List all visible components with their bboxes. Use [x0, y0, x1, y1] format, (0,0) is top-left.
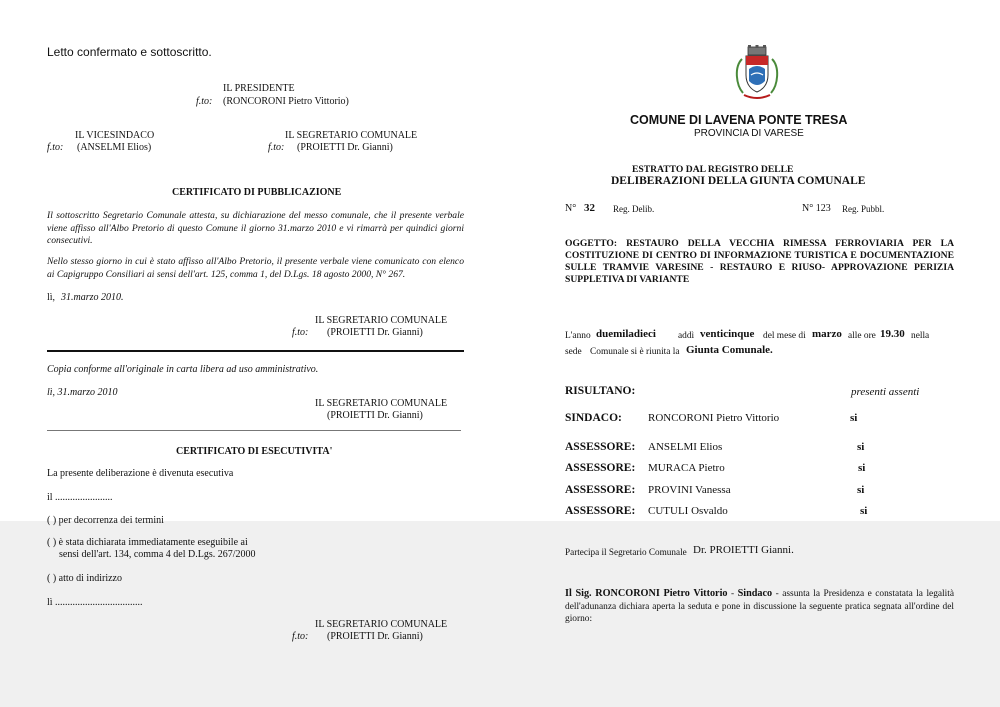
sede-label: sede [565, 347, 582, 357]
pub-heading: CERTIFICATO DI PUBBLICAZIONE [172, 187, 342, 198]
pub-sig-fto: f.to: [292, 327, 309, 338]
reg-pubbl-label: Reg. Pubbl. [842, 204, 885, 214]
delib-number-label: N° [565, 203, 577, 214]
member-name: ANSELMI Elios [648, 441, 723, 453]
anno-month: marzo [812, 328, 842, 340]
pub-date: 31.marzo 2010. [61, 292, 124, 303]
vicesindaco-title: IL VICESINDACO [75, 130, 155, 141]
segretario-fto: f.to: [268, 142, 285, 153]
pub-date-prefix: lì, [47, 292, 56, 303]
esec-intro: La presente deliberazione è divenuta esecutiva [47, 468, 234, 479]
partecipa-text: Partecipa il Segretario Comunale [565, 547, 687, 557]
esec-heading: CERTIFICATO DI ESECUTIVITA' [176, 446, 333, 457]
anno-day: venticinque [700, 328, 755, 340]
anno-label: L'anno [565, 331, 591, 341]
member-role: ASSESSORE: [565, 462, 636, 474]
esec-option-decorrenza: ( ) per decorrenza dei termini [47, 515, 164, 526]
closing-dash: - [775, 589, 779, 599]
pub-sig-name: (PROIETTI Dr. Gianni) [327, 327, 423, 338]
esec-li-line: lì ................................... [47, 597, 143, 608]
giunta-label: Giunta Comunale. [686, 344, 773, 356]
copia-text: Copia conforme all'originale in carta libera ad uso amministrativo. [47, 364, 319, 375]
pub-paragraph-1: Il sottoscritto Segretario Comunale attesta, su dichiarazione del messo comunale, che il presente verbale viene affisso all'Albo Pretorio di questo Comune il giorno 31.marzo 2010 e vi rimarrà per quindici giorni consecutivi. [47, 210, 464, 246]
oggetto-text: OGGETTO: RESTAURO DELLA VECCHIA RIMESSA FERROVIARIA PER LA COSTITUZIONE DI CENTRO DI INFORMAZIONE TURISTICA E DOCUMENTAZIONE SULLE TRAMVIE VARESINE - RESTAURO E RIUSO- APPROVAZIONE PERIZIA SUPPLETIVA DI VARIANTE [565, 238, 954, 285]
member-name: PROVINI Vanessa [648, 484, 731, 496]
esec-sig-name: (PROIETTI Dr. Gianni) [327, 631, 423, 642]
esec-il-line: il ....................... [47, 492, 113, 503]
copia-sig-name: (PROIETTI Dr. Gianni) [327, 410, 423, 421]
member-presence: si [857, 484, 865, 496]
member-presence: si [858, 462, 866, 474]
pub-paragraph-2: Nello stesso giorno in cui è stato affisso all'Albo Pretorio, il presente verbale viene comunicato con elenco ai Capigruppo Consiliari ai sensi dell'art. 125, comma 1, del D.Lgs. 18 agosto 2000, N° 267. [47, 256, 464, 280]
nella-label: nella [911, 331, 930, 341]
delib-number: 32 [584, 202, 595, 214]
confirm-text: Letto confermato e sottoscritto. [47, 45, 212, 59]
segretario-title: IL SEGRETARIO COMUNALE [285, 130, 418, 141]
reg-delib-label: Reg. Delib. [613, 204, 655, 214]
member-presence: si [857, 441, 865, 453]
addi-label: addì [678, 331, 695, 341]
esec-sig-title: IL SEGRETARIO COMUNALE [315, 619, 448, 630]
closing-paragraph [565, 588, 954, 626]
member-role: ASSESSORE: [565, 505, 636, 517]
copia-sig-title: IL SEGRETARIO COMUNALE [315, 398, 448, 409]
member-presence: si [850, 412, 858, 424]
president-name: (RONCORONI Pietro Vittorio) [223, 96, 349, 107]
partecipa-name: Dr. PROIETTI Gianni. [693, 544, 794, 556]
del-mese-label: del mese di [763, 331, 806, 341]
alle-ore-label: alle ore [848, 331, 876, 341]
esec-option-immediata-cont: sensi dell'art. 134, comma 4 del D.Lgs. 267/2000 [59, 549, 256, 560]
closing-rest: assunta la Presidenza e constatata la legalità dell'adunanza dichiara aperta la seduta e pone in discussione la seguente pratica segnata all'ordine del giorno: [565, 589, 955, 624]
provincia-subtitle: PROVINCIA DI VARESE [694, 128, 804, 139]
comune-title: COMUNE DI LAVENA PONTE TRESA [630, 113, 848, 127]
anno-time: 19.30 [880, 328, 905, 340]
member-role: SINDACO: [565, 412, 622, 424]
copia-date: lì, 31.marzo 2010 [47, 387, 118, 398]
member-name: MURACA Pietro [648, 462, 725, 474]
esec-option-immediata: ( ) è stata dichiarata immediatamente eseguibile ai [47, 537, 248, 548]
esec-option-indirizzo: ( ) atto di indirizzo [47, 573, 122, 584]
member-name: RONCORONI Pietro Vittorio [648, 412, 780, 424]
closing-dash: - [730, 589, 735, 599]
closing-sindaco: Sindaco [737, 588, 773, 599]
municipal-crest-icon [734, 45, 780, 101]
section-divider [47, 350, 464, 352]
member-name: CUTULI Osvaldo [648, 505, 728, 517]
pub-sig-title: IL SEGRETARIO COMUNALE [315, 315, 448, 326]
anno-year: duemiladieci [596, 328, 656, 340]
risultano-label: RISULTANO: [565, 385, 636, 397]
vicesindaco-name: (ANSELMI Elios) [77, 142, 152, 153]
thin-divider [47, 430, 461, 431]
member-presence: si [860, 505, 868, 517]
pubbl-number: N° 123 [802, 203, 831, 214]
closing-sig: Il Sig. RONCORONI Pietro Vittorio [565, 588, 728, 599]
president-fto: f.to: [196, 96, 213, 107]
segretario-name: (PROIETTI Dr. Gianni) [297, 142, 393, 153]
vicesindaco-fto: f.to: [47, 142, 64, 153]
estratto-heading: ESTRATTO DAL REGISTRO DELLE [632, 164, 794, 175]
esec-sig-fto: f.to: [292, 631, 309, 642]
member-role: ASSESSORE: [565, 441, 636, 453]
president-title: IL PRESIDENTE [223, 83, 295, 94]
presenti-assenti-header: presenti assenti [851, 386, 920, 398]
deliberazioni-heading: DELIBERAZIONI DELLA GIUNTA COMUNALE [611, 175, 866, 187]
member-role: ASSESSORE: [565, 484, 636, 496]
comune-riunita-label: Comunale si è riunita la [590, 347, 680, 357]
